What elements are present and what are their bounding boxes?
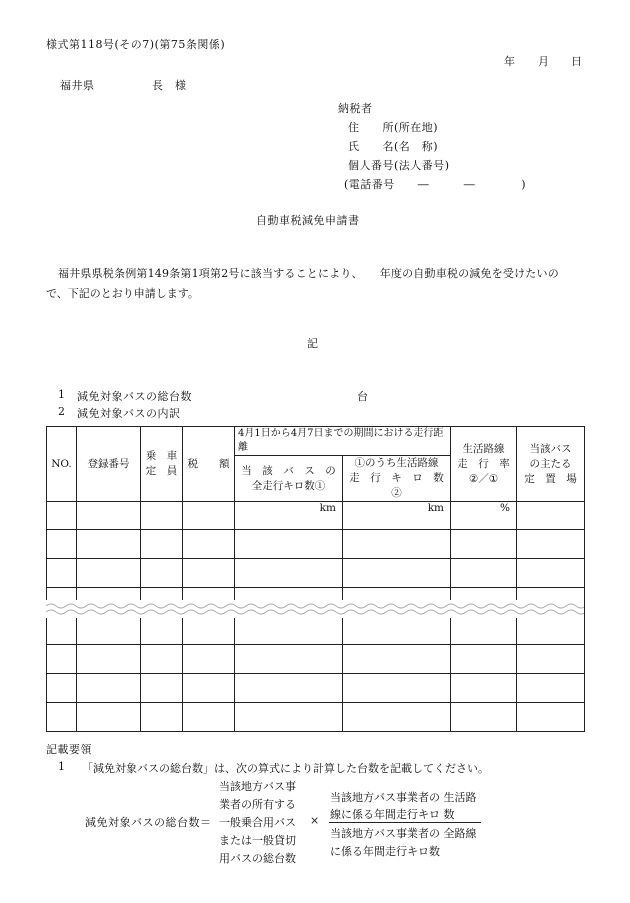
taxpayer-address-label: 住 所(所在地) <box>348 121 439 134</box>
table-cell[interactable] <box>517 502 585 530</box>
item-1-unit: 台 <box>357 390 368 403</box>
formula-times: × <box>310 814 320 827</box>
body-text-line2: で、下記のとおり申請します。 <box>46 287 199 300</box>
breakdown-table <box>46 426 585 732</box>
form-number: 様式第118号(その7)(第75条関係) <box>46 38 226 51</box>
km-unit-cell[interactable]: km <box>343 502 451 530</box>
table-cell[interactable] <box>77 502 141 530</box>
taxpayer-name-label: 氏 名(名 称) <box>348 140 439 153</box>
table-row <box>47 617 585 645</box>
table-cell[interactable] <box>141 502 183 530</box>
notes-heading: 記載要領 <box>46 743 92 756</box>
formula-numerator-line: 線に係る年間走行キロ 数 <box>330 808 455 821</box>
percent-unit-cell[interactable]: % <box>451 502 517 530</box>
item-2-text: 減免対象バスの内訳 <box>77 407 181 420</box>
formula-left-line: 業者の所有する <box>219 798 296 811</box>
formula-left-line: 当該地方バス事 <box>219 780 296 793</box>
formula-fraction-bar <box>329 822 481 823</box>
table-row <box>47 674 585 703</box>
formula-left-line: 一般乗合用バス <box>219 816 296 829</box>
table-row <box>47 703 585 732</box>
notes-item1-number: 1 <box>58 760 65 773</box>
col-capacity-header: 乗 車 定 員 <box>141 427 183 502</box>
formula-denominator-line: 当該地方バス事業者の 全路線 <box>330 827 477 840</box>
formula-numerator-line: 当該地方バス事業者の 生活路 <box>330 791 477 804</box>
col-tax-header: 税 額 <box>183 427 235 502</box>
col-no-header: NO. <box>47 427 77 502</box>
table-cell[interactable] <box>47 502 77 530</box>
item-2-number: 2 <box>58 405 65 418</box>
formula-denominator-line: に係る年間走行キロ数 <box>330 845 440 858</box>
formula-lhs: 減免対象バスの総台数＝ <box>85 816 212 829</box>
date-day-label: 日 <box>571 55 582 68</box>
formula-left-line: または一般貸切 <box>219 834 296 847</box>
addressee-title: 長 様 <box>152 79 187 92</box>
item-1-number: 1 <box>58 388 65 401</box>
col-rate-header: 生活路線 走 行 率 ②／① <box>451 427 517 502</box>
taxpayer-phone-label: (電話番号 ― ― ) <box>344 178 527 191</box>
col-life-km-header: ①のうち生活路線 走 行 キ ロ 数 ② <box>343 456 451 502</box>
table-cell[interactable] <box>183 502 235 530</box>
table-row <box>47 645 585 674</box>
addressee-prefecture: 福井県 <box>60 79 95 92</box>
document-title: 自動車税減免申請書 <box>256 214 360 227</box>
table-row <box>47 559 585 588</box>
date-year-label: 年 <box>504 55 515 68</box>
km-unit-cell[interactable]: km <box>235 502 343 530</box>
body-text-line1: 福井県県税条例第149条第1項第2号に該当することにより、 年度の自動車税の減免を受けたいの <box>58 267 559 280</box>
notes-item1-text: 「減免対象バスの総台数」は、次の算式により計算した台数を記載してください。 <box>82 762 489 775</box>
table-row <box>47 530 585 559</box>
table-row <box>47 502 585 530</box>
formula-left-line: 用バスの総台数 <box>219 852 296 865</box>
taxpayer-label: 納税者 <box>338 102 373 115</box>
table-break-wave <box>46 600 584 618</box>
col-depot-header: 当該バス の主たる 定 置 場 <box>517 427 585 502</box>
col-total-km-header: 当 該 バ ス の 全走行キロ数① <box>235 456 343 502</box>
ki-heading: 記 <box>307 337 318 350</box>
taxpayer-id-label: 個人番号(法人番号) <box>348 159 450 172</box>
col-period-header: 4月1日から4月7日までの期間における走行距離 <box>235 427 451 456</box>
col-registration-header: 登録番号 <box>77 427 141 502</box>
item-1-text: 減免対象バスの総台数 <box>77 390 192 403</box>
date-month-label: 月 <box>538 55 549 68</box>
